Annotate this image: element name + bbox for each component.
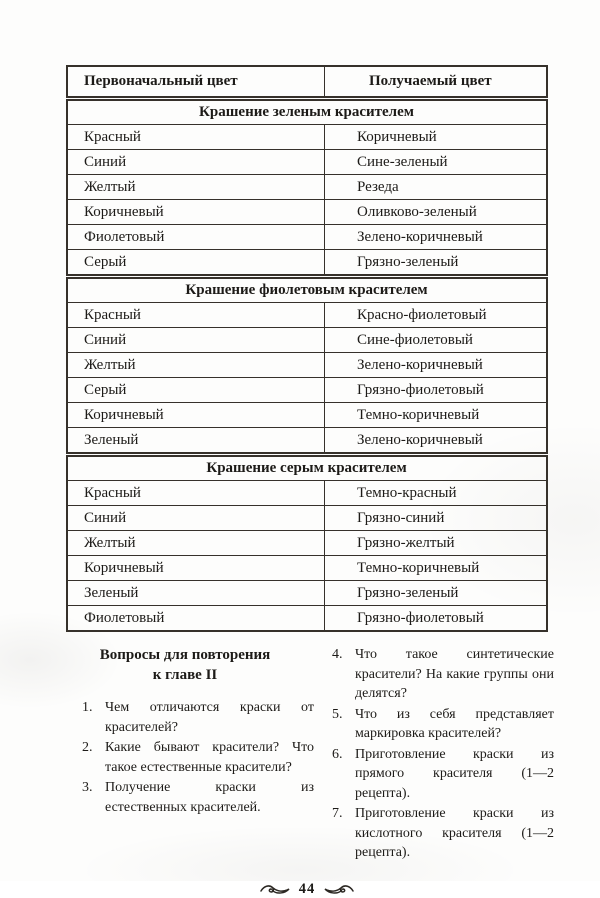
questions-left-column: [66, 645, 318, 864]
item-number: 1.: [82, 700, 93, 715]
table-row: [67, 531, 547, 556]
cell-initial-color: Желтый: [67, 353, 325, 378]
cell-result-color: Зелено-коричневый: [325, 428, 548, 455]
table-row: [67, 506, 547, 531]
table-row: [67, 250, 547, 277]
table-row: [67, 200, 547, 225]
cell-initial-color: Синий: [67, 328, 325, 353]
list-item: [318, 645, 558, 704]
questions-heading-line1: Вопросы для повторения: [99, 647, 271, 663]
cell-result-color: Сине-зеленый: [325, 150, 548, 175]
cell-result-color: Грязно-желтый: [325, 531, 548, 556]
section-title: Крашение серым красителем: [67, 455, 547, 481]
cell-initial-color: Зеленый: [67, 428, 325, 455]
cell-initial-color: Красный: [67, 125, 325, 150]
table-row: [67, 581, 547, 606]
color-table: [66, 65, 548, 632]
cell-initial-color: Серый: [67, 250, 325, 277]
table-row: [67, 556, 547, 581]
item-number: 5.: [332, 706, 343, 722]
list-item: [66, 778, 318, 817]
section-header-row: [67, 455, 547, 481]
questions-list-right: [318, 645, 558, 863]
table-row: [67, 481, 547, 506]
cell-result-color: Темно-коричневый: [325, 556, 548, 581]
item-text: Какие бывают красители? Что такое естественные красители?: [105, 740, 314, 775]
cell-initial-color: Зеленый: [67, 581, 325, 606]
list-item: [66, 698, 318, 737]
cell-initial-color: Фиолетовый: [67, 606, 325, 632]
item-number: 6.: [332, 746, 343, 762]
table-row: [67, 150, 547, 175]
item-number: 7.: [332, 806, 343, 821]
item-number: 3.: [82, 780, 93, 795]
cell-result-color: Темно-коричневый: [325, 403, 548, 428]
cell-initial-color: Синий: [67, 150, 325, 175]
section-title: Крашение фиолетовым красителем: [67, 277, 547, 303]
item-text: Получение краски из естественных красителей.: [105, 780, 314, 815]
flourish-left-icon: [260, 883, 290, 895]
cell-result-color: Резеда: [325, 175, 548, 200]
table-row: [67, 175, 547, 200]
section-title: Крашение зеленым красителем: [67, 99, 547, 125]
list-item: [318, 745, 558, 804]
cell-initial-color: Красный: [67, 303, 325, 328]
section-header-row: [67, 277, 547, 303]
cell-result-color: Оливково-зеленый: [325, 200, 548, 225]
cell-initial-color: Синий: [67, 506, 325, 531]
table-row: [67, 606, 547, 632]
flourish-right-icon: [324, 883, 354, 895]
table-row: [67, 378, 547, 403]
table-row: [67, 428, 547, 455]
item-text: Что такое синтетические красители? На какие группы они делятся?: [355, 647, 554, 701]
item-text: Приготовление краски из прямого красителя (1—2 рецепта).: [355, 746, 554, 801]
cell-result-color: Грязно-зеленый: [325, 581, 548, 606]
cell-result-color: Красно-фиолетовый: [325, 303, 548, 328]
cell-initial-color: Коричневый: [67, 403, 325, 428]
cell-initial-color: Желтый: [67, 175, 325, 200]
questions-right-column: [318, 645, 558, 864]
col-header-result-color: Получаемый цвет: [325, 66, 548, 99]
table-header-row: [67, 66, 547, 99]
cell-initial-color: Желтый: [67, 531, 325, 556]
cell-result-color: Коричневый: [325, 125, 548, 150]
list-item: [318, 804, 558, 863]
item-text: Что из себя представляет маркировка красителей?: [355, 706, 554, 741]
questions-list-left: [66, 698, 318, 817]
item-number: 4.: [332, 647, 343, 662]
table-row: [67, 328, 547, 353]
cell-result-color: Грязно-фиолетовый: [325, 378, 548, 403]
col-header-initial-color: Первоначальный цвет: [67, 66, 325, 99]
item-text: Чем отличаются краски от красителей?: [105, 700, 314, 735]
cell-result-color: Зелено-коричневый: [325, 225, 548, 250]
cell-result-color: Сине-фиолетовый: [325, 328, 548, 353]
cell-result-color: Грязно-синий: [325, 506, 548, 531]
table-row: [67, 303, 547, 328]
page-number: 44: [298, 880, 316, 897]
cell-result-color: Грязно-зеленый: [325, 250, 548, 277]
cell-initial-color: Красный: [67, 481, 325, 506]
questions-heading: [66, 645, 318, 685]
cell-initial-color: Серый: [67, 378, 325, 403]
table-row: [67, 403, 547, 428]
cell-result-color: Зелено-коричневый: [325, 353, 548, 378]
table-row: [67, 353, 547, 378]
questions-section: [66, 645, 558, 864]
item-number: 2.: [82, 740, 93, 755]
cell-result-color: Темно-красный: [325, 481, 548, 506]
section-header-row: [67, 99, 547, 125]
color-table-body: [67, 99, 547, 632]
table-row: [67, 225, 547, 250]
cell-initial-color: Коричневый: [67, 200, 325, 225]
page-footer: [66, 881, 548, 898]
item-text: Приготовление краски из кислотного красителя (1—2 рецепта).: [355, 806, 554, 860]
list-item: [318, 705, 558, 744]
cell-initial-color: Коричневый: [67, 556, 325, 581]
table-row: [67, 125, 547, 150]
cell-initial-color: Фиолетовый: [67, 225, 325, 250]
cell-result-color: Грязно-фиолетовый: [325, 606, 548, 632]
questions-heading-line2: к главе II: [152, 667, 218, 683]
list-item: [66, 738, 318, 777]
